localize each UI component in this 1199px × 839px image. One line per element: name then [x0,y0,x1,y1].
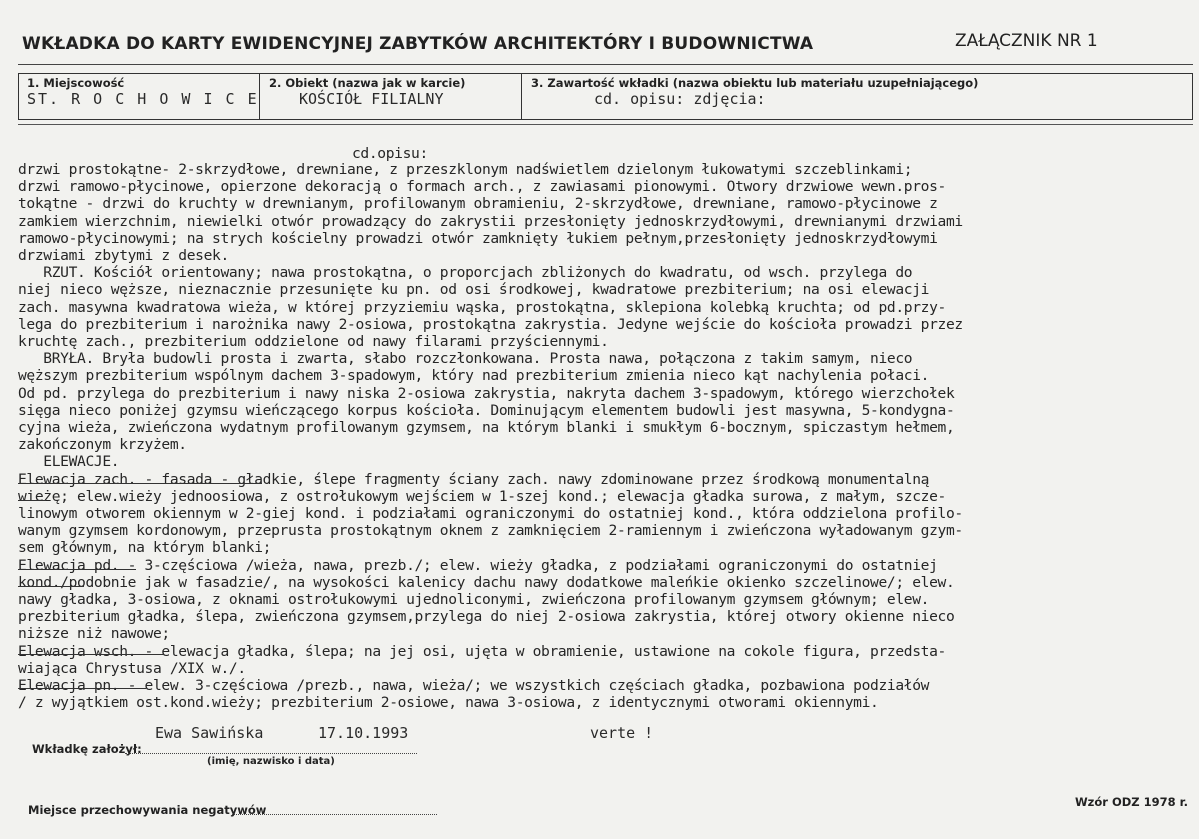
form-code: Wzór ODZ 1978 r. [1075,795,1189,809]
field-divider-1 [259,74,260,119]
underline-kond [18,586,84,587]
author-signature-line [125,753,417,754]
description-line: drzwiami zbytymi z desek. [18,247,229,264]
field-divider-2 [521,74,522,119]
description-line: sięga nieco poniżej gzymsu wieńczącego korpus kościoła. Dominującym elementem budowli jest masywna, 5-kondygna- [18,401,955,419]
description-line: / z wyjątkiem ost.kond.wieży; prezbiterium 2-osiowe, nawa 3-osiowa, z identycznymi otworami okiennymi. [18,694,879,712]
description-line: Elewacja zach. - fasada - gładkie, ślepe fragmenty ściany zach. nawy zdominowane przez środkową monumentalną [18,470,930,488]
description-line: Elewacja wsch. - elewacja gładka, ślepa; na jej osi, ujęta w obramienie, ustawione na cokole figura, przedsta- [18,642,946,660]
description-line: nawy gładka, 3-osiowa, z oknami ostrołukowymi ujednoliconymi, zwieńczona profilowanym gzymsem głównym; elew. [18,591,930,608]
description-line: sem głównym, na którym blanki; [18,539,272,557]
description-line: zakończonym krzyżem. [18,436,187,454]
description-line: RZUT. Kościół orientowany; nawa prostokątna, o proporcjach zbliżonych do kwadratu, od wsch. przylega do [18,264,913,282]
description-line: węższym prezbiterium wspólnym dachem 3-spadowym, który nad prezbiterium zmienia nieco kąt nachylenia połaci. [18,367,930,385]
field-contents-value: cd. opisu: zdjęcia: [594,90,766,108]
description-line: prezbiterium gładka, ślepa, zwieńczona gzymsem,przylega do niej 2-osiowa zakrystia, której otwory okienne nieco [18,608,955,626]
underline-elewacja-zach [18,483,262,484]
description-line: tokątne - drzwi do kruchty w drewnianym, profilowanym obramieniu, 2-skrzydłowe, drewniane, ramowo-płycinowe z [18,195,938,213]
field-locality-label: 1. Miejscowość [27,76,125,90]
description-line: zamkiem wierzchnim, niewielki otwór prowadzący do zakrystii przesłonięty jednoskrzydłowymi, drewnianymi drzwiami [18,212,963,230]
top-divider [18,64,1193,65]
description-line: kruchtę zach., prezbiterium oddzielone od nawy filarami przyściennymi. [18,333,609,350]
description-line: Od pd. przylega do prezbiterium i nawy niska 2-osiowa zakrystia, nakryta dachem 3-spadowym, którego wierzchołek [18,384,955,402]
underline-elewacja-pn [18,688,146,689]
description-line: BRYŁA. Bryła budowli prosta i zwarta, słabo rozczłonkowana. Prosta nawa, połączona z takim samym, nieco [18,350,913,368]
negatives-location-label: Miejsce przechowywania negatywów [28,803,267,817]
description-line: niższe niż nawowe; [18,625,170,643]
description-line: drzwi prostokątne- 2-skrzydłowe, drewniane, z przeszklonym nadświetlem dzielonym łukowatymi szczeblinkami; [18,161,913,178]
description-line: Elewacja pn. - elew. 3-częściowa /prezb., nawa, wieża/; we wszystkich częściach gładka, pozbawiona podziałów [18,677,930,694]
description-heading: cd.opisu: [352,145,428,162]
description-line: kond./podobnie jak w fasadzie/, na wysokości kalenicy dachu nawy dodatkowe maleńkie okienko szczelinowe/; elew. [18,573,955,591]
description-line: linowym otworem okiennym w 2-giej kond. i podziałami ograniczonymi do ostatniej kond., która oddzielona profilo- [18,505,963,522]
field-contents-label: 3. Zawartość wkładki (nazwa obiektu lub materiału uzupełniającego) [531,76,979,90]
description-line: niej nieco węższe, nieznacznie przesunięte ku pn. od osi środkowej, kwadratowe prezbiterium; na osi elewacji [18,281,930,299]
author-name: Ewa Sawińska [155,724,264,742]
description-line: drzwi ramowo-płycinowe, opierzone dekoracją o formach arch., z zawiasami pionowymi. Otwory drzwiowe wewn.pros- [18,178,946,196]
field-object-value: KOŚCIÓŁ FILIALNY [299,90,444,108]
description-line: wiająca Chrystusa /XIX w./. [18,659,246,677]
underline-elewacja-wsch [18,654,164,655]
author-caption: (imię, nazwisko i data) [207,756,335,767]
verte-note: verte ! [590,724,654,742]
header-fields-box [18,73,1193,120]
field-locality-value: ST. R O C H O W I C E [27,90,259,108]
field-object-label: 2. Obiekt (nazwa jak w karcie) [269,76,466,90]
description-line: ELEWACJE. [18,453,120,471]
description-line: lega do prezbiterium i narożnika nawy 2-osiowa, prostokątna zakrystia. Jedyne wejście do kościoła prowadzi przez [18,315,963,333]
description-line: Elewacja pd. - 3-częściowa /wieża, nawa, prezb./; elew. wieży gładka, z podziałami ograniczonymi do ostatniej [18,556,938,574]
description-line: wieżę; elew.wieży jednoosiowa, z ostrołukowym wejściem w 1-szej kond.; elewacja gładka surowa, z małym, szcze- [18,487,946,505]
author-label: Wkładkę założył: [32,742,142,756]
description-line: ramowo-płycinowymi; na strych kościelny prowadzi otwór zamknięty łukiem pełnym,przesłonięty jednoskrzydłowymi [18,229,938,247]
description-line: wanym gzymsem kordonowym, przeprusta prostokątnym oknem z zamknięciem 2-ramiennym i zwieńczona wyładowanym gzym- [18,522,963,540]
annex-label: ZAŁĄCZNIK NR 1 [955,31,1098,51]
underline-wieze [18,500,46,501]
author-date: 17.10.1993 [318,724,409,742]
content-divider [18,124,1193,125]
form-title: WKŁADKA DO KARTY EWIDENCYJNEJ ZABYTKÓW ARCHITEKTÓRY I BUDOWNICTWA [22,34,814,54]
underline-elewacja-pd [18,569,136,570]
negatives-location-line [232,814,437,815]
description-line: cyjna wieża, zwieńczona wydatnym profilowanym gzymsem, na którym blanki i smukłym 6-bocznym, spiczastym hełmem, [18,419,955,436]
description-line: zach. masywna kwadratowa wieża, w której przyziemiu wąska, prostokątna, sklepiona kolebką kruchta; od pd.przy- [18,298,946,316]
